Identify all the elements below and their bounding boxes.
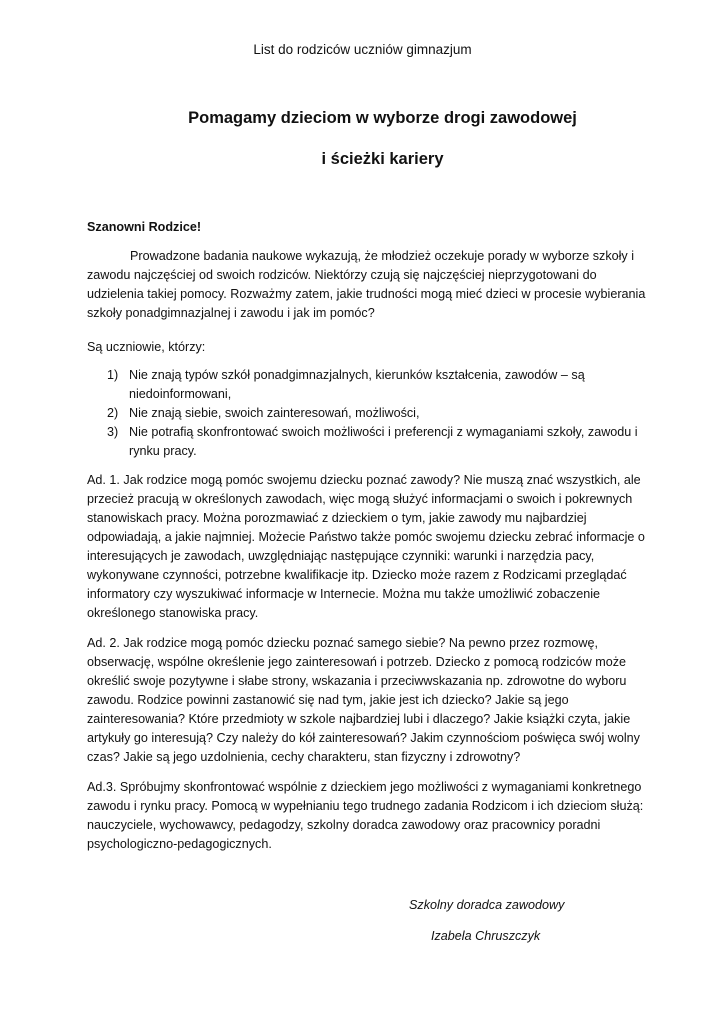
signature-name: Izabela Chruszczyk <box>431 929 541 943</box>
list-lead: Są uczniowie, którzy: <box>87 340 206 354</box>
list-item <box>87 404 647 423</box>
signature-role: Szkolny doradca zawodowy <box>409 898 565 912</box>
list-item-text: Nie potrafią skonfrontować swoich możliwości i preferencji z wymaganiami szkoły, zawodu i rynku pracy. <box>129 425 638 458</box>
greeting: Szanowni Rodzice! <box>87 220 202 234</box>
document-header: List do rodziców uczniów gimnazjum <box>253 42 472 57</box>
list-item-number: 3) <box>107 425 119 439</box>
title-line-1: Pomagamy dzieciom w wyborze drogi zawodowej <box>188 109 577 127</box>
list-item-number: 1) <box>107 368 119 382</box>
paragraph-ad-1: Ad. 1. Jak rodzice mogą pomóc swojemu dziecku poznać zawody? Nie muszą znać wszystkich, ale przecież pracują w określonych zawodach, więc mogą służyć informacjami o swoich i pokrewnych stanowiskach pracy. Można porozmawiać z dzieckiem o tym, jakie zawody mu najbardziej odpowiadają, a jakie najmniej. Możecie Państwo także pomóc swojemu dziecku zebrać informacje o interesujących je zawodach, uwzględniając następujące czynniki: warunki i narzędzia pacy, wykonywane czynności, potrzebne kwalifikacje itp. Dziecko może razem z Rodzicami przeglądać informatory czy wyszukiwać informacje w Internecie. Można mu także umożliwić zobaczenie określonego stanowiska pracy. <box>87 473 645 620</box>
list-item-number: 2) <box>107 406 119 420</box>
paragraph-ad-3: Ad.3. Spróbujmy skonfrontować wspólnie z dzieckiem jego możliwości z wymaganiami konkretnego zawodu i rynku pracy. Pomocą w wypełnianiu tego trudnego zadania Rodzicom i ich dzieciom służą: nauczyciele, wychowawcy, pedagodzy, szkolny doradca zawodowy oraz pracownicy poradni psychologiczno-pedagogicznych. <box>87 780 644 851</box>
list-item-text: Nie znają typów szkół ponadgimnazjalnych, kierunków kształcenia, zawodów – są niedoinformowani, <box>129 368 585 401</box>
list-item <box>87 366 647 404</box>
difficulties-list <box>87 366 647 461</box>
intro-paragraph: Prowadzone badania naukowe wykazują, że młodzież oczekuje porady w wyborze szkoły i zawodu najczęściej od swoich rodziców. Niektórzy czują się najczęściej nieprzygotowani do udzielenia takiej pomocy. Rozważmy zatem, jakie trudności mogą mieć dzieci w procesie wybierania szkoły ponadgimnazjalnej i zawodu i jak im pomóc? <box>87 249 646 320</box>
title-line-2: i ścieżki kariery <box>321 150 444 168</box>
paragraph-ad-2: Ad. 2. Jak rodzice mogą pomóc dziecku poznać samego siebie? Na pewno przez rozmowę, obserwację, wspólne określenie jego zainteresowań i potrzeb. Dziecko z pomocą rodziców może określić swoje pozytywne i słabe strony, wskazania i przeciwwskazania np. zdrowotne do wyboru zawodu. Rodzice powinni zastanowić się nad tym, jakie jest ich dziecko? Jakie są jego zainteresowania? Które przedmioty w szkole najbardziej lubi i dlaczego? Jakie książki czyta, jakie artykuły go interesują? Czy należy do kół zainteresowań? Jakim czynnościom poświęca swój wolny czas? Jakie są jego uzdolnienia, cechy charakteru, stan fizyczny i zdrowotny? <box>87 636 640 764</box>
list-item <box>87 423 647 461</box>
list-item-text: Nie znają siebie, swoich zainteresowań, możliwości, <box>129 406 420 420</box>
